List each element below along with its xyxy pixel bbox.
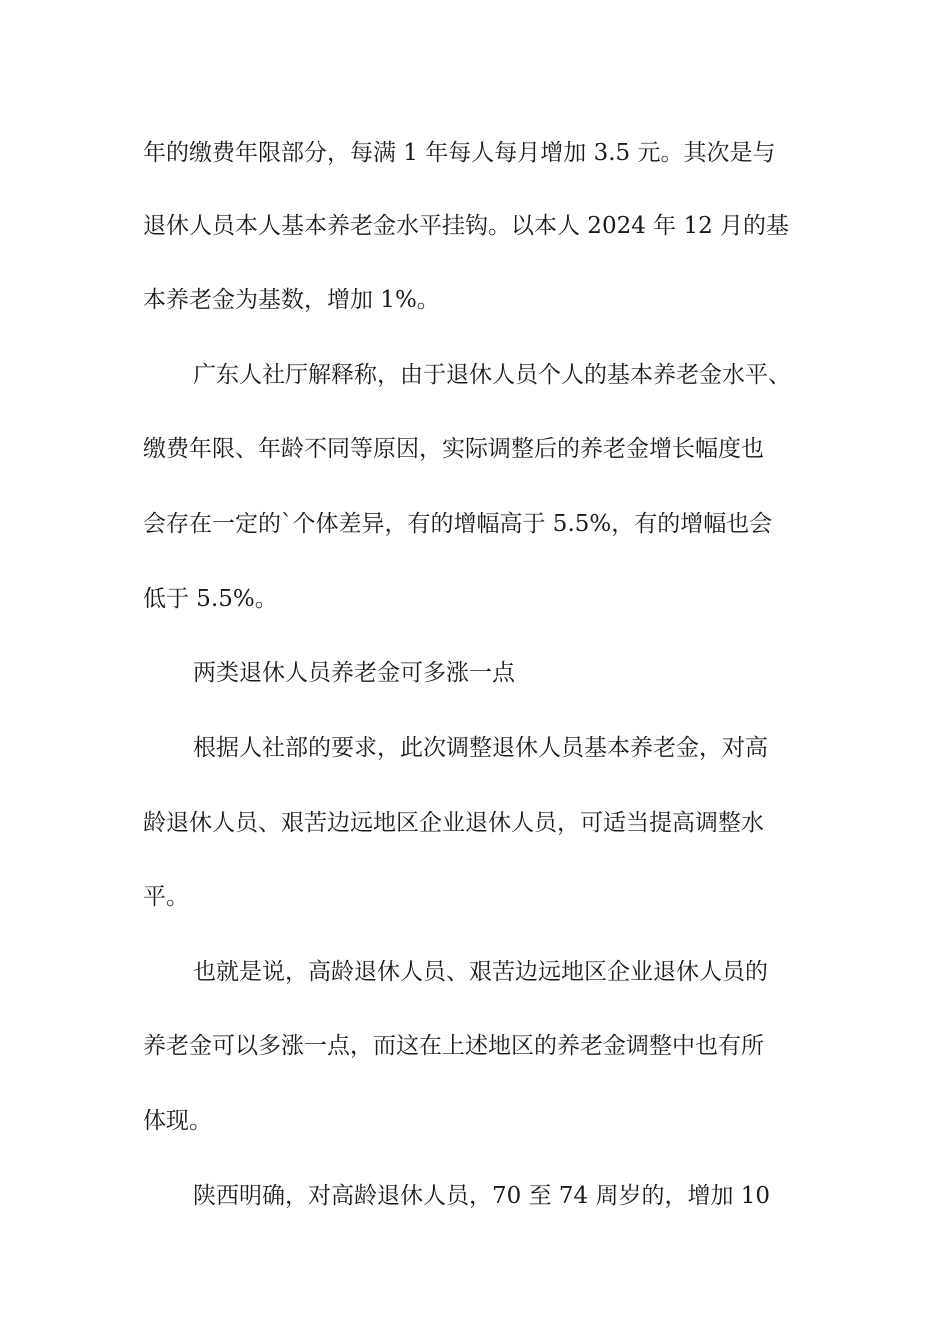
paragraph-line: 缴费年限、年龄不同等原因，实际调整后的养老金增长幅度也: [143, 436, 764, 462]
paragraph-line: 体现。: [143, 1108, 212, 1134]
paragraph-line: 养老金可以多涨一点，而这在上述地区的养老金调整中也有所: [143, 1033, 764, 1059]
paragraph-line: 退休人员本人基本养老金水平挂钩。以本人 2024 年 12 月的基: [143, 213, 790, 239]
section-heading: 两类退休人员养老金可多涨一点: [193, 660, 515, 686]
paragraph-line: 会存在一定的`个体差异，有的增幅高于 5.5%，有的增幅也会: [143, 511, 773, 537]
paragraph-line: 低于 5.5%。: [143, 586, 278, 612]
paragraph-line: 陕西明确，对高龄退休人员，70 至 74 周岁的，增加 10: [193, 1183, 771, 1209]
paragraph-line: 龄退休人员、艰苦边远地区企业退休人员，可适当提高调整水: [143, 810, 764, 836]
paragraph-line: 也就是说，高龄退休人员、艰苦边远地区企业退休人员的: [193, 959, 768, 985]
paragraph-line: 平。: [143, 884, 189, 910]
paragraph-line: 年的缴费年限部分，每满 1 年每人每月增加 3.5 元。其次是与: [143, 140, 776, 166]
paragraph-line: 本养老金为基数，增加 1%。: [143, 287, 440, 313]
paragraph-line: 根据人社部的要求，此次调整退休人员基本养老金，对高: [193, 735, 768, 761]
paragraph-line: 广东人社厅解释称，由于退休人员个人的基本养老金水平、: [193, 362, 791, 388]
